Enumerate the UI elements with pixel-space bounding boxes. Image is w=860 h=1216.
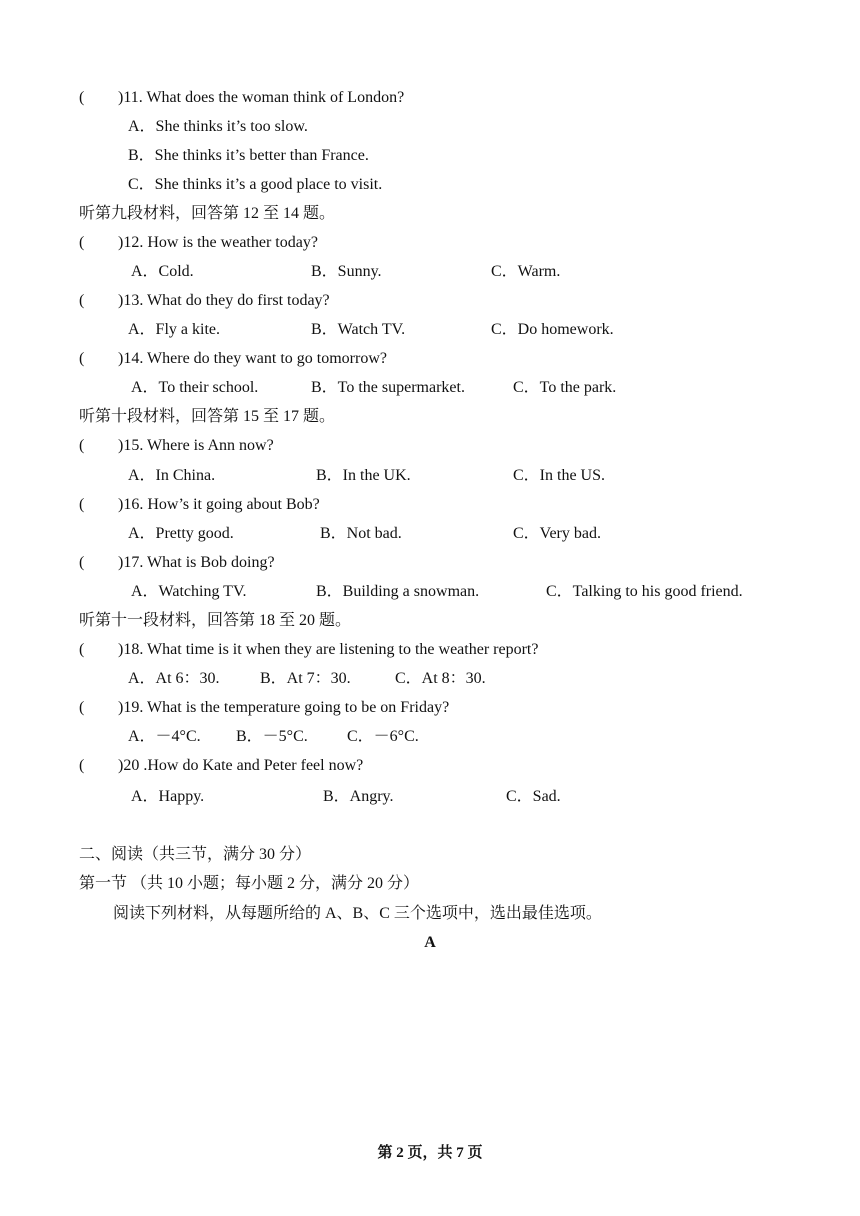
answer-paren: ( bbox=[79, 89, 85, 106]
option-20-b: B．Angry. bbox=[323, 788, 394, 805]
question-13: )13. What do they do first today? bbox=[118, 292, 330, 309]
option-11-c: C．She thinks it’s a good place to visit. bbox=[128, 176, 383, 193]
section-9-instruction: 听第九段材料，回答第 12 至 14 题。 bbox=[79, 205, 336, 222]
question-15: )15. Where is Ann now? bbox=[118, 437, 274, 454]
option-14-c: C．To the park. bbox=[513, 379, 617, 396]
answer-paren: ( bbox=[79, 757, 85, 774]
page-number: 第 2 页，共 7 页 bbox=[377, 1145, 483, 1161]
option-12-b: B．Sunny. bbox=[311, 263, 382, 280]
option-20-a: A．Happy. bbox=[131, 788, 205, 805]
option-17-b: B．Building a snowman. bbox=[316, 583, 480, 600]
question-19: )19. What is the temperature going to be on Friday? bbox=[118, 699, 450, 716]
answer-paren: ( bbox=[79, 292, 85, 309]
answer-paren: ( bbox=[79, 554, 85, 571]
section-10-instruction: 听第十段材料，回答第 15 至 17 题。 bbox=[79, 408, 336, 425]
option-19-c: C．－6°C. bbox=[347, 728, 419, 745]
passage-label: A bbox=[424, 934, 436, 951]
option-13-a: A．Fly a kite. bbox=[128, 321, 220, 338]
option-14-b: B．To the supermarket. bbox=[311, 379, 465, 396]
option-16-b: B．Not bad. bbox=[320, 525, 402, 542]
answer-paren: ( bbox=[79, 496, 85, 513]
answer-paren: ( bbox=[79, 699, 85, 716]
option-15-b: B．In the UK. bbox=[316, 467, 411, 484]
option-15-c: C．In the US. bbox=[513, 467, 606, 484]
option-18-b: B．At 7：30. bbox=[260, 670, 351, 687]
reading-part1-title: 第一节 （共 10 小题；每小题 2 分，满分 20 分） bbox=[79, 875, 420, 892]
option-12-c: C．Warm. bbox=[491, 263, 561, 280]
question-18: )18. What time is it when they are listening to the weather report? bbox=[118, 641, 539, 658]
question-11: )11. What does the woman think of London? bbox=[118, 89, 405, 106]
answer-paren: ( bbox=[79, 350, 85, 367]
answer-paren: ( bbox=[79, 437, 85, 454]
question-16: )16. How’s it going about Bob? bbox=[118, 496, 320, 513]
option-13-c: C．Do homework. bbox=[491, 321, 614, 338]
option-11-b: B．She thinks it’s better than France. bbox=[128, 147, 369, 164]
question-20: )20 .How do Kate and Peter feel now? bbox=[118, 757, 364, 774]
option-12-a: A．Cold. bbox=[131, 263, 194, 280]
question-17: )17. What is Bob doing? bbox=[118, 554, 275, 571]
option-16-c: C．Very bad. bbox=[513, 525, 601, 542]
answer-paren: ( bbox=[79, 234, 85, 251]
option-18-a: A．At 6：30. bbox=[128, 670, 220, 687]
option-18-c: C．At 8：30. bbox=[395, 670, 486, 687]
option-19-a: A．－4°C. bbox=[128, 728, 201, 745]
reading-title: 二、阅读（共三节，满分 30 分） bbox=[79, 846, 312, 863]
option-20-c: C．Sad. bbox=[506, 788, 561, 805]
question-14: )14. Where do they want to go tomorrow? bbox=[118, 350, 387, 367]
option-16-a: A．Pretty good. bbox=[128, 525, 234, 542]
option-14-a: A．To their school. bbox=[131, 379, 259, 396]
section-11-instruction: 听第十一段材料，回答第 18 至 20 题。 bbox=[79, 612, 352, 629]
option-15-a: A．In China. bbox=[128, 467, 216, 484]
option-13-b: B．Watch TV. bbox=[311, 321, 406, 338]
option-17-c: C．Talking to his good friend. bbox=[546, 583, 743, 600]
option-17-a: A．Watching TV. bbox=[131, 583, 247, 600]
option-19-b: B．－5°C. bbox=[236, 728, 308, 745]
option-11-a: A．She thinks it’s too slow. bbox=[128, 118, 308, 135]
reading-instruction: 阅读下列材料，从每题所给的 A、B、C 三个选项中，选出最佳选项。 bbox=[113, 905, 602, 922]
question-12: )12. How is the weather today? bbox=[118, 234, 318, 251]
answer-paren: ( bbox=[79, 641, 85, 658]
